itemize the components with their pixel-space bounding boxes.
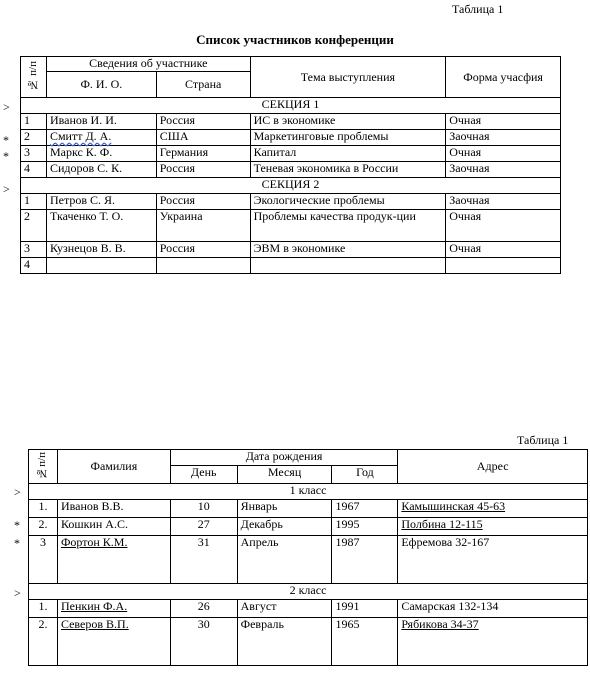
participant-topic	[250, 258, 446, 274]
participant-country: США	[156, 130, 250, 146]
class-1-label: 1 класс	[29, 484, 588, 500]
row-number: 2.	[29, 618, 58, 666]
participant-topic: Экологические проблемы	[250, 194, 446, 210]
participant-country	[156, 258, 250, 274]
table-row	[21, 130, 561, 146]
participant-topic: Теневая экономика в России	[250, 162, 446, 178]
section-marker: >	[3, 182, 10, 196]
participant-form	[446, 258, 561, 274]
class-2-label: 2 класс	[29, 584, 588, 600]
row-number: 4	[21, 162, 47, 178]
birth-month: Апрель	[237, 536, 332, 584]
num-header: № п/п	[21, 57, 47, 98]
birth-year: 1995	[332, 518, 398, 536]
participant-name: Петров С. Я.	[46, 194, 156, 210]
participant-form: Заочная	[446, 162, 561, 178]
student-address: Самарская 132-134	[398, 600, 588, 618]
participant-name: Маркс К. Ф.	[46, 146, 156, 162]
table-row	[29, 600, 588, 618]
participant-country: Россия	[156, 162, 250, 178]
row-number: 4	[21, 258, 47, 274]
row-number: 3	[29, 536, 58, 584]
row-marker: *	[3, 133, 9, 147]
table-row	[21, 194, 561, 210]
row-marker: *	[3, 149, 9, 163]
birth-year: 1965	[332, 618, 398, 666]
birth-month: Январь	[237, 500, 332, 518]
section-marker: >	[14, 586, 21, 600]
row-number: 1	[21, 114, 47, 130]
student-address: Камышинская 45-63	[398, 500, 588, 518]
table-row	[29, 536, 588, 584]
section-marker: >	[14, 485, 21, 499]
birth-month: Август	[237, 600, 332, 618]
student-address: Полбина 12-115	[398, 518, 588, 536]
birth-day: 31	[170, 536, 237, 584]
participant-country: Россия	[156, 242, 250, 258]
participant-form: Очная	[446, 242, 561, 258]
name-header: Ф. И. О.	[46, 72, 156, 98]
student-address: Ефремова 32-167	[398, 536, 588, 584]
row-number: 2	[21, 130, 47, 146]
birthdate-header: Дата рождения	[170, 450, 398, 466]
student-surname: Северов В.П.	[57, 618, 170, 666]
participant-topic: Капитал	[250, 146, 446, 162]
participant-country: Украина	[156, 210, 250, 242]
participant-form: Очная	[446, 210, 561, 242]
row-number: 2.	[29, 518, 58, 536]
row-number: 1	[21, 194, 47, 210]
birth-month: Декабрь	[237, 518, 332, 536]
table-row	[29, 518, 588, 536]
table-row	[21, 258, 561, 274]
row-marker: *	[14, 536, 20, 550]
birth-day: 10	[170, 500, 237, 518]
participant-name: Смитт Д. А.	[46, 130, 156, 146]
topic-header: Тема выступления	[250, 57, 446, 98]
participant-country: Россия	[156, 194, 250, 210]
participant-topic: Маркетинговые проблемы	[250, 130, 446, 146]
row-number: 3	[21, 242, 47, 258]
table2-caption: Таблица 1	[517, 433, 569, 447]
month-header: Месяц	[237, 466, 332, 484]
participant-topic: Проблемы качества продук-ции	[250, 210, 446, 242]
table-row	[21, 210, 561, 242]
student-surname: Фортон К.М.	[57, 536, 170, 584]
row-number: 1.	[29, 600, 58, 618]
birth-day: 30	[170, 618, 237, 666]
birth-year: 1967	[332, 500, 398, 518]
participant-form: Очная	[446, 114, 561, 130]
num-header: №п/п	[29, 450, 58, 484]
section-2-label: СЕКЦИЯ 2	[21, 178, 561, 194]
participant-topic: ЭВМ в экономике	[250, 242, 446, 258]
participant-name: Ткаченко Т. О.	[46, 210, 156, 242]
participant-info-header: Сведения об участнике	[46, 57, 250, 72]
row-number: 2	[21, 210, 47, 242]
student-surname: Пенкин Ф.А.	[57, 600, 170, 618]
participant-name: Кузнецов В. В.	[46, 242, 156, 258]
day-header: День	[170, 466, 237, 484]
country-header: Страна	[156, 72, 250, 98]
form-header: Форма учасфия	[446, 57, 561, 98]
table-row	[29, 500, 588, 518]
row-number: 1.	[29, 500, 58, 518]
student-surname: Кошкин А.С.	[57, 518, 170, 536]
birth-day: 26	[170, 600, 237, 618]
section-1-label: СЕКЦИЯ 1	[21, 98, 561, 114]
participants-table	[20, 56, 561, 274]
address-header: Адрес	[398, 450, 588, 484]
birth-day: 27	[170, 518, 237, 536]
participant-form: Очная	[446, 146, 561, 162]
table-row	[21, 146, 561, 162]
students-table	[28, 449, 588, 666]
participant-form: Заочная	[446, 194, 561, 210]
participant-name: Иванов И. И.	[46, 114, 156, 130]
row-number: 3	[21, 146, 47, 162]
document-title: Список участников конференции	[196, 32, 394, 47]
table-row	[29, 618, 588, 666]
participant-name: Сидоров С. К.	[46, 162, 156, 178]
section-marker: >	[3, 100, 10, 114]
participant-country: Германия	[156, 146, 250, 162]
year-header: Год	[332, 466, 398, 484]
participant-topic: ИС в экономике	[250, 114, 446, 130]
table-row	[21, 242, 561, 258]
student-address: Рябикова 34-37	[398, 618, 588, 666]
surname-header: Фамилия	[57, 450, 170, 484]
table-row	[21, 114, 561, 130]
student-surname: Иванов В.В.	[57, 500, 170, 518]
birth-year: 1987	[332, 536, 398, 584]
table-row	[21, 162, 561, 178]
birth-month: Февраль	[237, 618, 332, 666]
table1-caption: Таблица 1	[452, 2, 504, 16]
participant-form: Заочная	[446, 130, 561, 146]
row-marker: *	[14, 518, 20, 532]
birth-year: 1991	[332, 600, 398, 618]
participant-name	[46, 258, 156, 274]
participant-country: Россия	[156, 114, 250, 130]
